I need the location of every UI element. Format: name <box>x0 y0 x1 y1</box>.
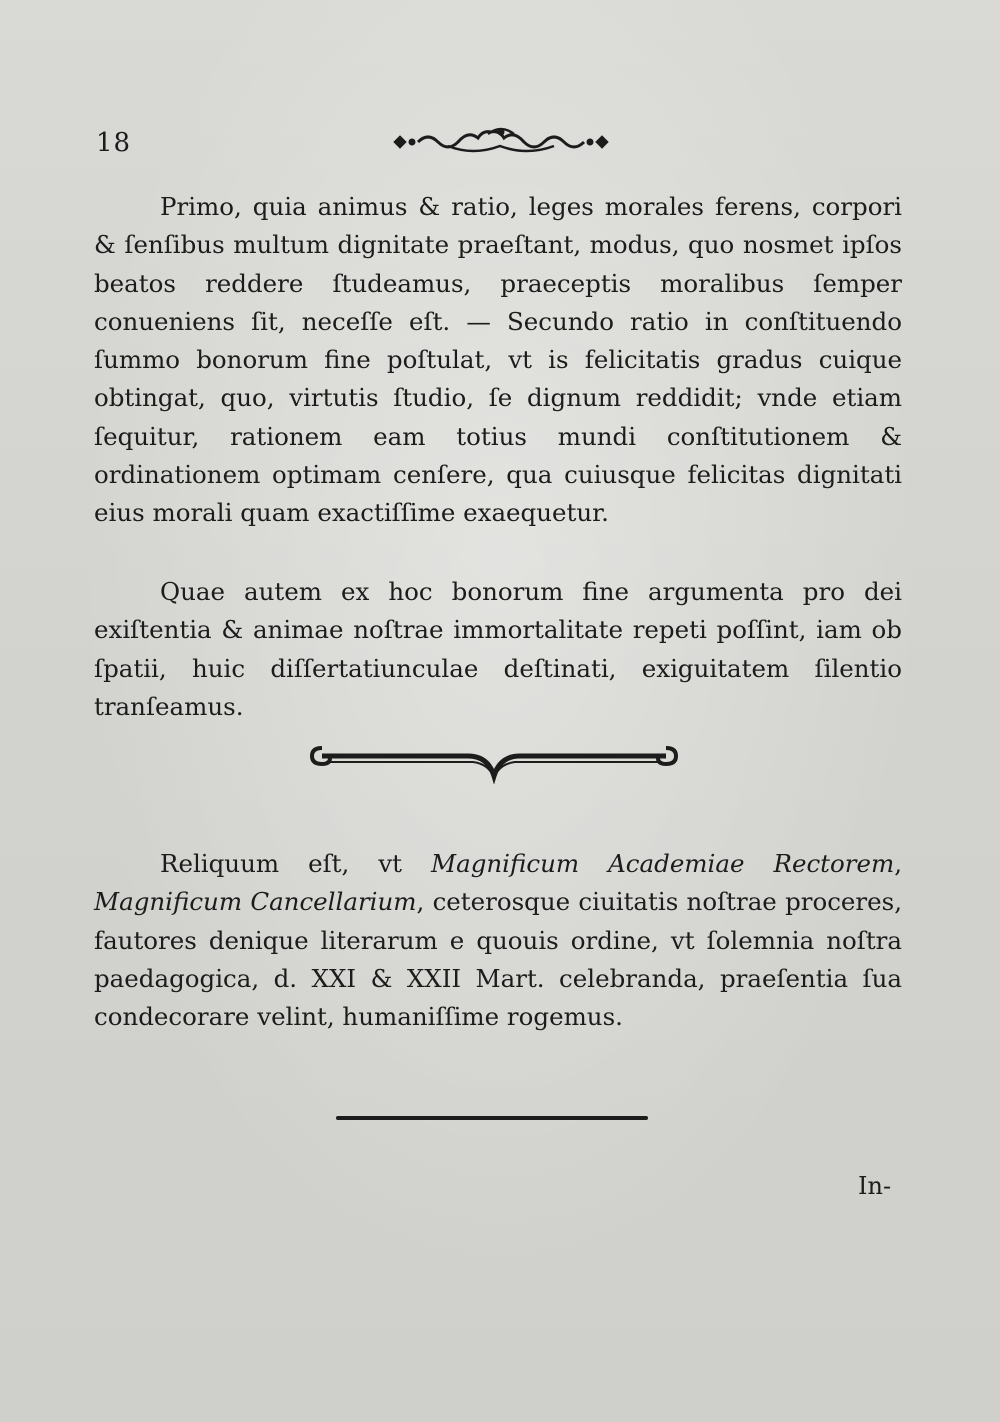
catchword: In- <box>858 1172 892 1200</box>
paragraph-1 <box>94 188 902 533</box>
paragraph-3-text <box>94 845 902 1036</box>
paragraph-2-text: Quae autem ex hoc bonorum fine argumenta pro dei exiſtentia & animae noſtrae immortalitate repeti poſſint, iam ob ſpatii, huic diſſertatiunculae deſtinati, exiguitatem ſilentio tranſeamus. <box>94 577 902 721</box>
rector-title: Magnificum Academiae Rectorem <box>431 849 895 878</box>
paragraph-1-text: Primo, quia animus & ratio, leges morales ferens, corpori & ſenſibus multum dignitate praeſtant, modus, quo nosmet ipſos beatos reddere ſtudeamus, praeceptis moralibus ſemper conueniens ſit, neceſſe eſt. — Secundo ratio in conſtituendo ſummo bonorum fine poſtulat, vt is felicitatis gradus cuique obtingat, quo, virtutis ſtudio, ſe dignum reddidit; vnde etiam ſequitur, rationem eam totius mundi conſtitutionem & ordinationem optimam cenſere, qua cuiusque felicitas dignitati eius morali quam exactiſſime exaequetur. <box>94 192 902 528</box>
rule <box>336 1116 648 1120</box>
paragraph-2 <box>94 573 902 726</box>
header-ornament <box>388 122 614 162</box>
chancellor-title: Magnificum Cancellarium <box>94 887 417 917</box>
page-number: 18 <box>96 128 132 158</box>
paragraph-3-part3: , ceterosque ciuitatis noſtrae proceres, fautores denique literarum e quouis ordine, vt ſolemnia noſtra paedagogica, d. XXI & XXII Mart. celebranda, praeſentia ſua condecorare velint, humaniſſime rogemus. <box>94 887 903 1032</box>
paragraph-3 <box>94 845 902 1036</box>
divider-ornament <box>308 734 680 784</box>
paragraph-3-part1: Reliquum eſt, vt <box>160 849 432 878</box>
paragraph-3-part2: , <box>894 849 903 878</box>
